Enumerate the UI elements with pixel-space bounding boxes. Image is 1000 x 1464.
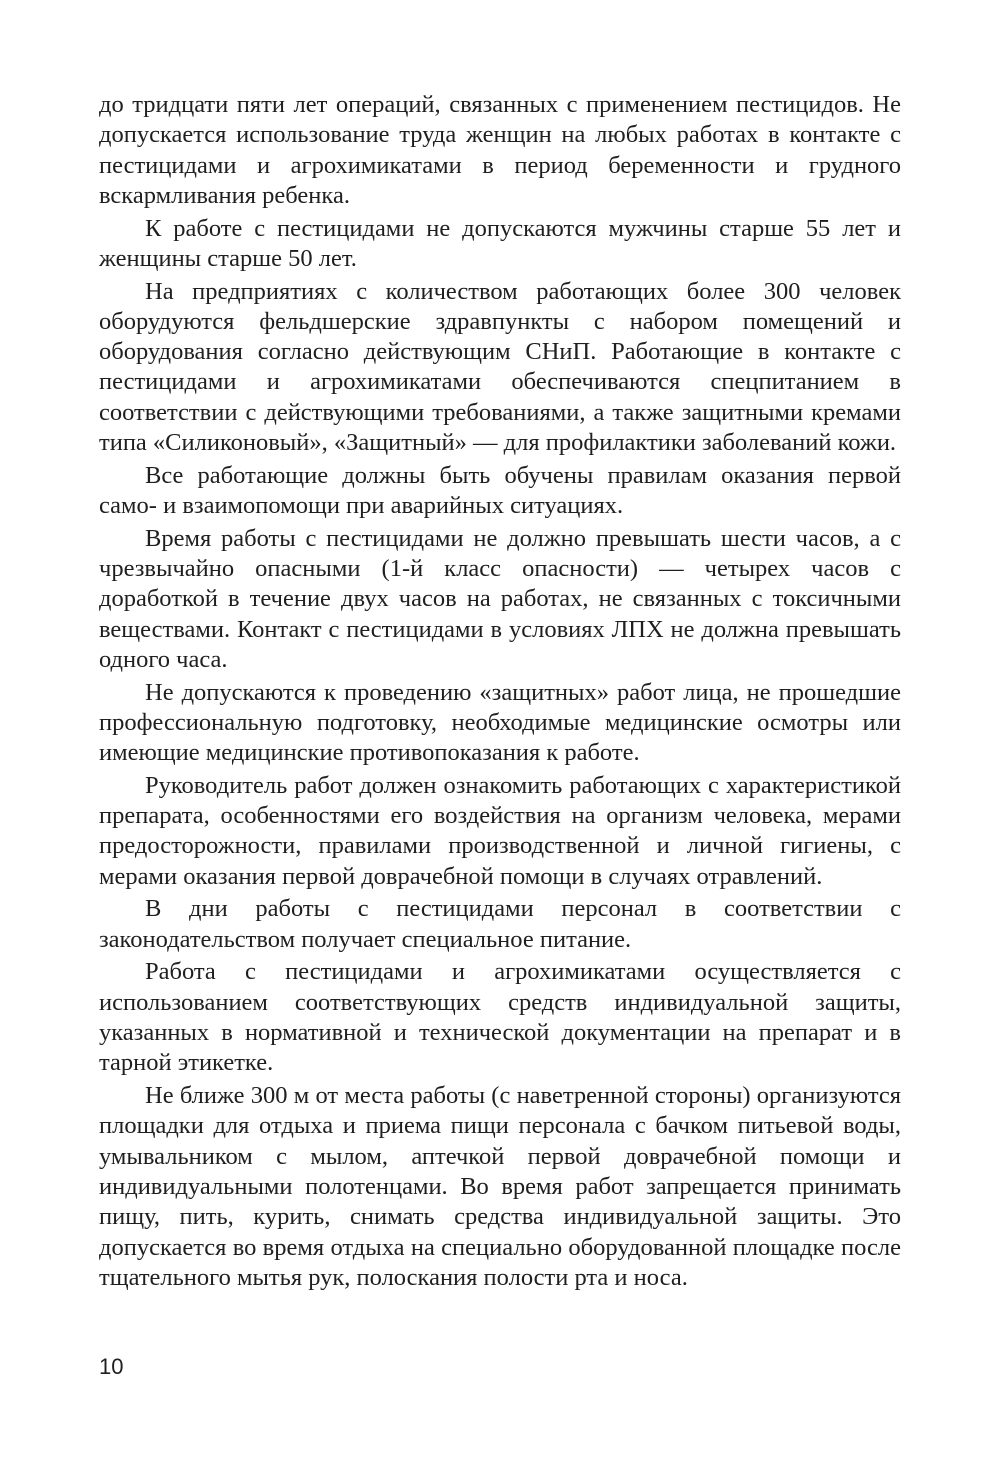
body-text <box>99 90 901 1295</box>
paragraph-protective-equipment: Работа с пестицидами и агрохимикатами осуществляется с использованием соответствующих средств индивидуальной защиты, указанных в нормативной и технической документации на препарат и в тарной этикетке. <box>99 958 901 1077</box>
paragraph-continuation: до тридцати пяти лет операций, связанных с применением пестицидов. Не допускается использование труда женщин на любых работах в контакте с пестицидами и агрохимикатами в период беременности и грудного вскармливания ребенка. <box>99 91 901 209</box>
paragraph-special-nutrition: В дни работы с пестицидами персонал в соответствии с законодательством получает специальное питание. <box>99 895 901 953</box>
paragraph-rest-areas: Не ближе 300 м от места работы (с наветренной стороны) организуются площадки для отдыха и приема пищи персонала с бачком питьевой воды, умывальником с мылом, аптечкой первой доврачебной помощи и индивидуальными полотенцами. Во время работ запрещается принимать пищу, пить, курить, снимать средства индивидуальной защиты. Это допускается во время отдыха на специально оборудованной площадке после тщательного мытья рук, полоскания полости рта и носа. <box>99 1082 901 1291</box>
paragraph-first-aid-training: Все работающие должны быть обучены правилам оказания первой само- и взаимопомощи при аварийных ситуациях. <box>99 461 901 520</box>
page-number: 10 <box>99 1354 124 1379</box>
paragraph-admission-restrictions: Не допускаются к проведению «защитных» работ лица, не прошедшие профессиональную подготовку, необходимые медицинские осмотры или имеющие медицинские противопоказания к работе. <box>99 678 901 767</box>
paragraph-supervisor-briefing: Руководитель работ должен ознакомить работающих с характеристикой препарата, особенностями его воздействия на организм человека, мерами предосторожности, правилами производственной и личной гигиены, с мерами оказания первой доврачебной помощи в случаях отравлений. <box>99 771 901 890</box>
paragraph-age-limits: К работе с пестицидами не допускаются мужчины старше 55 лет и женщины старше 50 лет. <box>99 214 901 272</box>
paragraph-working-hours: Время работы с пестицидами не должно превышать шести часов, а с чрезвычайно опасными (1-й класс опасности) — четырех часов с доработкой в течение двух часов на работах, не связанных с токсичными веществами. Контакт с пестицидами в условиях ЛПХ не должна превышать одного часа. <box>99 524 901 673</box>
paragraph-medical-stations: На предприятиях с количеством работающих более 300 человек оборудуются фельдшерские здравпункты с набором помещений и оборудования согласно действующим СНиП. Работающие в контакте с пестицидами и агрохимикатами обеспечиваются спецпитанием в соответствии с действующими требованиями, а также защитными кремами типа «Силиконовый», «Защитный» — для профилактики заболеваний кожи. <box>99 277 901 457</box>
